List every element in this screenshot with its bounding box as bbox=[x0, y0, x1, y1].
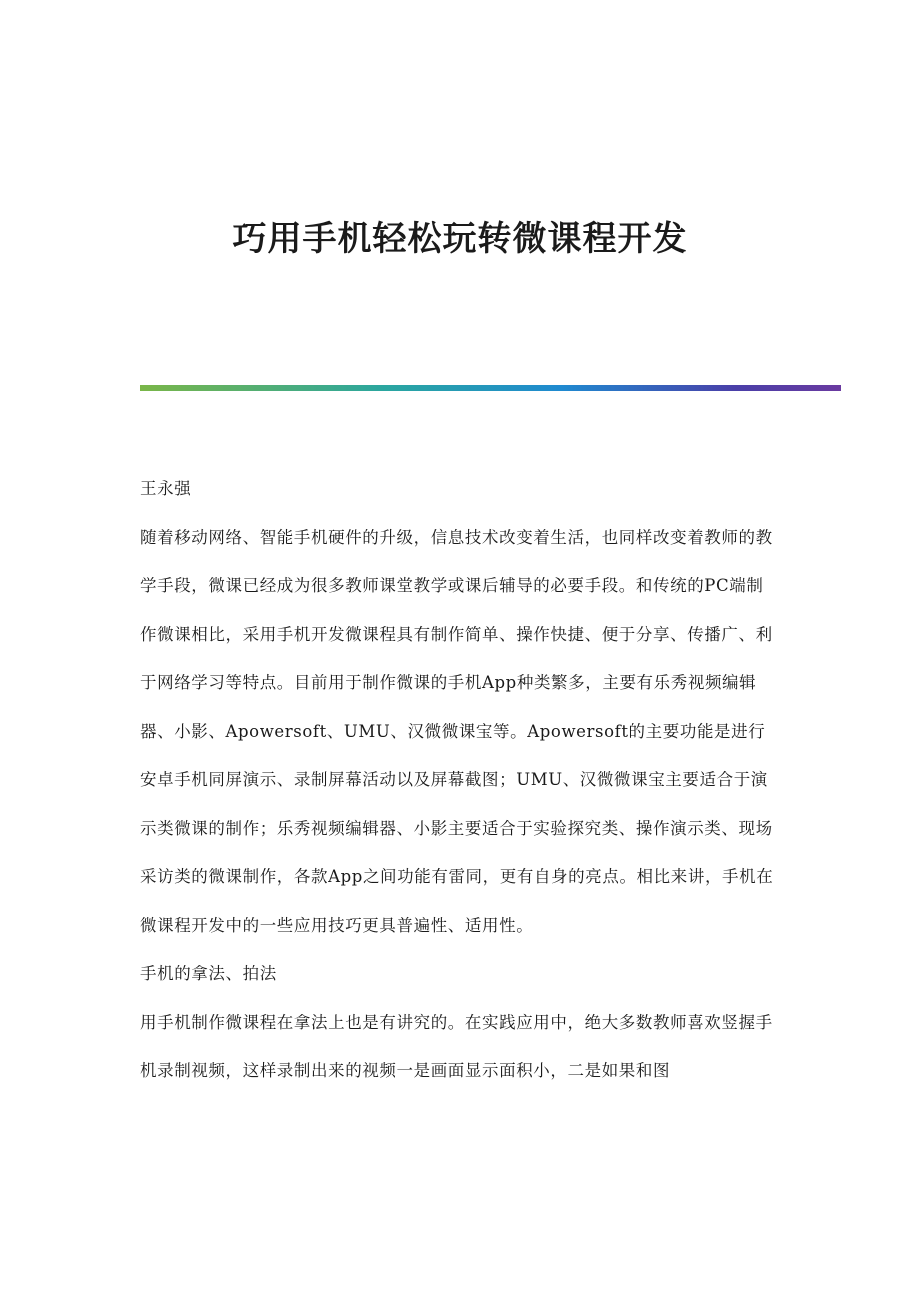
author-name: 王永强 bbox=[140, 479, 192, 498]
section-paragraph: 用手机制作微课程在拿法上也是有讲究的。在实践应用中，绝大多数教师喜欢竖握手机录制视频，这样录制出来的视频一是画面显示面积小，二是如果和图 bbox=[140, 1012, 773, 1080]
title-divider bbox=[140, 385, 841, 391]
document-title: 巧用手机轻松玩转微课程开发 bbox=[232, 219, 688, 259]
body-paragraph: 随着移动网络、智能手机硬件的升级，信息技术改变着生活，也同样改变着教师的教学手段，微课已经成为很多教师课堂教学或课后辅导的必要手段。和传统的PC端制作微课相比，采用手机开发微课程具有制作简单、操作快捷、便于分享、传播广、利于网络学习等特点。目前用于制作微课的手机App种类繁多，主要有乐秀视频编辑器、小影、Apowersoft、UMU、汉微微课宝等。Apowersoft的主要功能是进行安卓手机同屏演示、录制屏幕活动以及屏幕截图；UMU、汉微微课宝主要适合于演示类微课的制作；乐秀视频编辑器、小影主要适合于实验探究类、操作演示类、现场采访类的微课制作，各款App之间功能有雷同，更有自身的亮点。相比来讲，手机在微课程开发中的一些应用技巧更具普遍性、适用性。 bbox=[140, 527, 774, 935]
section-heading: 手机的拿法、拍法 bbox=[140, 964, 277, 983]
document-body bbox=[140, 465, 780, 1096]
